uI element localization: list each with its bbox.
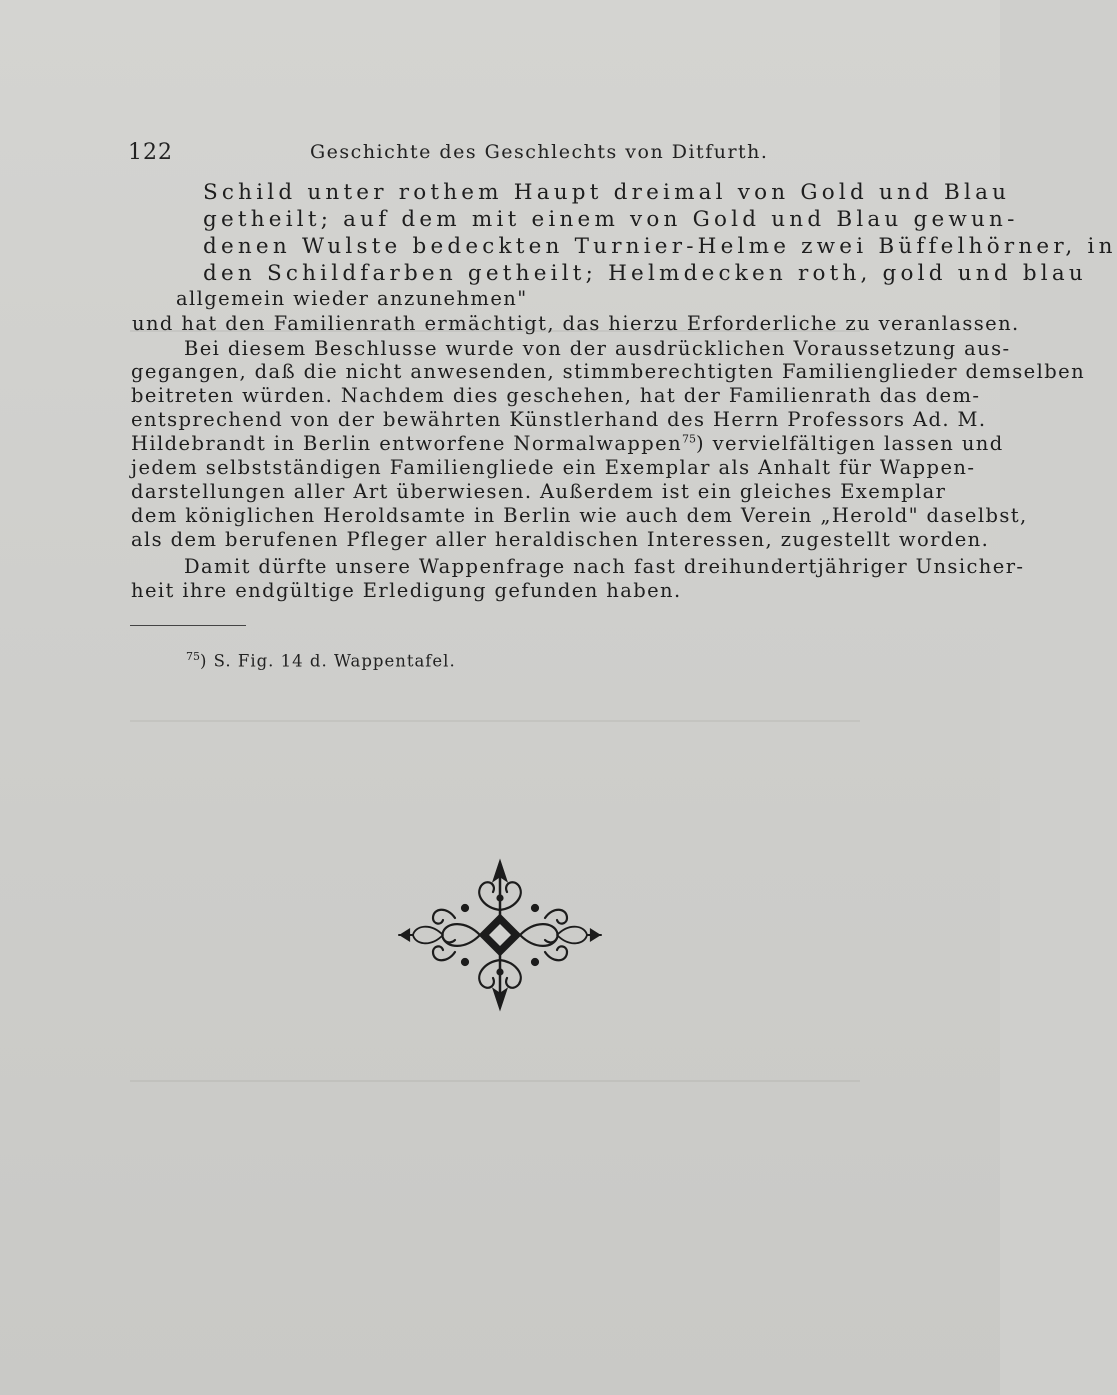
quote-line: den Schildfarben getheilt; Helmdecken roth, gold und blau xyxy=(203,261,1087,286)
quote-line: getheilt; auf dem mit einem von Gold und Blau gewun- xyxy=(203,207,1019,232)
body-line-segment: ) vervielfältigen lassen und xyxy=(696,432,1004,455)
bleed-through-texture xyxy=(130,1080,860,1082)
quote-line: denen Wulste bedeckten Turnier-Helme zwei Büffelhörner, in xyxy=(203,234,1117,259)
bleed-through-texture xyxy=(130,720,860,722)
body-line: jedem selbstständigen Familiengliede ein Exemplar als Anhalt für Wappen- xyxy=(131,456,976,479)
body-line: dem königlichen Heroldsamte in Berlin wie auch dem Verein „Herold" daselbst, xyxy=(131,504,1028,527)
body-line: Bei diesem Beschlusse wurde von der ausdrücklichen Voraussetzung aus- xyxy=(184,337,1011,360)
quote-line: Schild unter rothem Haupt dreimal von Gold und Blau xyxy=(203,180,1011,205)
body-line-segment: Hildebrandt in Berlin entworfene Normalwappen xyxy=(131,432,683,455)
floral-vignette-icon xyxy=(395,860,605,1010)
body-line: Damit dürfte unsere Wappenfrage nach fast dreihundertjähriger Unsicher- xyxy=(184,555,1025,578)
footnote-text: ) S. Fig. 14 d. Wappentafel. xyxy=(200,651,456,671)
running-title: Geschichte des Geschlechts von Ditfurth. xyxy=(310,141,769,163)
body-line: allgemein wieder anzunehmen" xyxy=(176,287,528,310)
body-line: beitreten würden. Nachdem dies geschehen, hat der Familienrath das dem- xyxy=(131,384,981,407)
body-line xyxy=(131,432,1004,455)
body-line: und hat den Familienrath ermächtigt, das hierzu Erforderliche zu veranlassen. xyxy=(132,312,1020,335)
footnote-divider xyxy=(130,625,246,626)
page-number: 122 xyxy=(128,140,173,165)
footnote-marker: 75 xyxy=(186,650,200,663)
body-line: heit ihre endgültige Erledigung gefunden haben. xyxy=(131,579,682,602)
footnote xyxy=(186,650,456,671)
body-line: als dem berufenen Pfleger aller heraldischen Interessen, zugestellt worden. xyxy=(131,528,990,551)
body-line: gegangen, daß die nicht anwesenden, stimmberechtigten Familienglieder demselben xyxy=(131,360,1086,383)
footnote-reference: 75 xyxy=(682,432,697,446)
body-line: entsprechend von der bewährten Künstlerhand des Herrn Professors Ad. M. xyxy=(131,408,987,431)
body-line: darstellungen aller Art überwiesen. Außerdem ist ein gleiches Exemplar xyxy=(131,480,947,503)
